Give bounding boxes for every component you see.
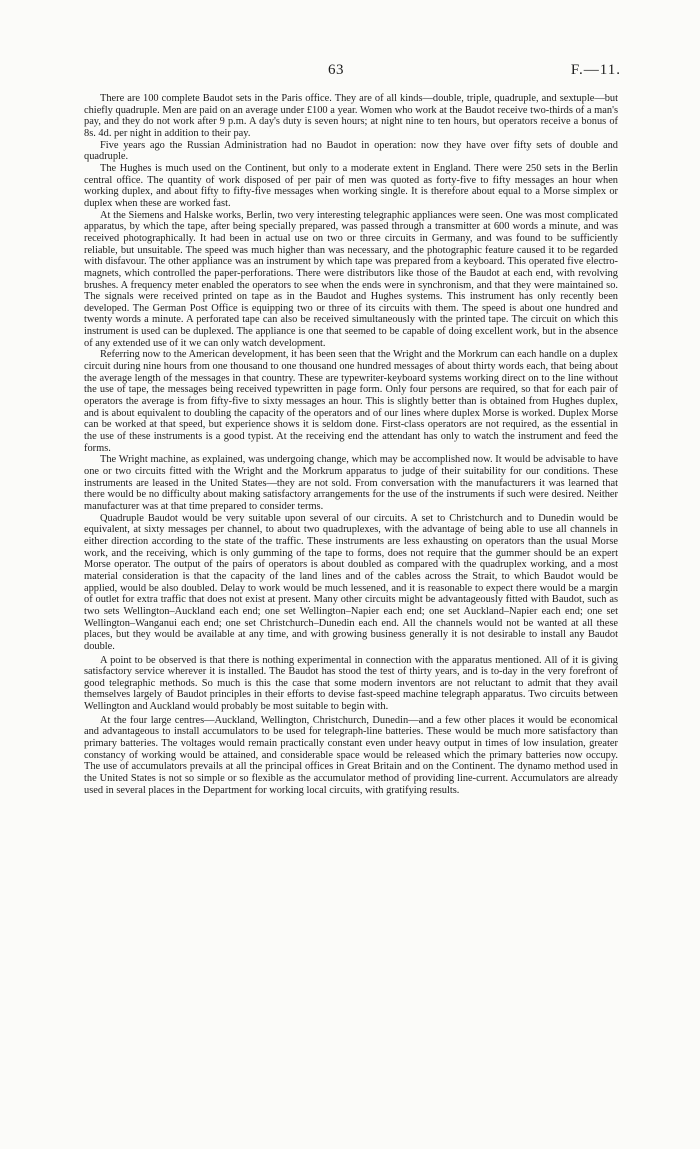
paragraph-siemens-halske: At the Siemens and Halske works, Berlin, two very interesting telegraphic appliances were seen. One was most complicated apparatus, by which the tape, after being specially prepared, was passed through a transmitter at 600 words a minute, and was received photographically. It had been in actual use on two or three circuits in Germany, and was found to be sufficiently reliable, but unsuitable. The speed was much higher than was necessary, and the photographic feature caused it to be regarded with disfavour. The other appliance was an instrument by which tape was prepared from a keyboard. This operated five electro-magnets, which controlled the paper-perforations. There were distributors like those of the Baudot at each end, with revolving brushes. A frequency meter enabled the operators to see when the ends were in synchronism, and that they were maintained so. The signals were received printed on tape as in the Baudot and Hughes systems. This instrument has only recently been developed. The German Post Office is equipping two or three of its circuits with them. The speed is about one hundred and twenty words a minute. A perforated tape can also be received simultaneously with the printed tape. The circuit on which this instrument is used can be duplexed. The appliance is one that seemed to be capable of doing excellent work, but in the absence of any extended use of it we can only watch development. (84, 209, 618, 349)
paragraph-paris-baudot: There are 100 complete Baudot sets in the Paris office. They are of all kinds—double, triple, quadruple, and sextuple—but chiefly quadruple. Men are paid on an average under £100 a year. Women who work at the Baudot receive two-thirds of a man's pay, and they do not work after 9 p.m. A day's duty is seven hours; at night nine to ten hours, but operators receive a bonus of 8s. 4d. per night in addition to their pay. (84, 93, 618, 139)
paragraph-russian-administration: Five years ago the Russian Administration had no Baudot in operation: now they have over fifty sets of double and quadruple. (84, 139, 618, 163)
page-number: 63 (328, 62, 344, 78)
paragraph-wright-machine: The Wright machine, as explained, was undergoing change, which may be accomplished now. It would be advisable to have one or two circuits fitted with the Wright and the Morkrum apparatus to judge of their suitability for our conditions. These instruments are leased in the United States—they are not sold. From conversation with the manufacturers it was learned that there would be no difficulty about making satisfactory arrangements for the use of the instruments if such were desired. Neither manufacturer was at that time prepared to consider terms. (84, 454, 618, 512)
document-reference: F.—11. (570, 62, 621, 78)
paragraph-hughes: The Hughes is much used on the Continent, but only to a moderate extent in England. There were 250 sets in the Berlin central office. The quantity of work disposed of per pair of men was quoted as forty-five to fifty messages an hour when working duplex, and about fifty to fifty-five messages when working single. It is therefore about equal to a Morse simplex or duplex when these are worked fast. (84, 162, 618, 209)
body-text (84, 93, 618, 796)
paragraph-nothing-experimental: A point to be observed is that there is nothing experimental in connection with the apparatus mentioned. All of it is giving satisfactory service wherever it is installed. The Baudot has stood the test of thirty years, and is to-day in the very forefront of good telegraphic methods. So much is this the case that some modern inventors are not reluctant to admit that they avail themselves largely of Baudot principles in their efforts to devise fast-speed machine telegraph apparatus. Two circuits between Wellington and Auckland would probably be most suitable to begin with. (84, 654, 618, 713)
paragraph-quadruple-baudot: Quadruple Baudot would be very suitable upon several of our circuits. A set to Christchurch and to Dunedin would be equivalent, at sixty messages per channel, to about two quadruplexes, with the advantage of being able to use all channels in either direction according to the state of the traffic. These instruments are less exhausting on operators than the usual Morse work, and the receiving, which is only gumming of the tape to forms, does not require that the gummer should be an expert Morse operator. The output of the pairs of operators is about doubled as compared with the quadruplex working, and a most material consideration is that the capacity of the land lines and of the cables across the Strait, to which Baudot would be applied, would be also doubled. Delay to work would be much lessened, and it is reasonable to expect there would be a margin of outlet for extra traffic that does not exist at present. Many other circuits might be advantageously fitted with Baudot, such as two sets Wellington–Auckland each end; one set Wellington–Napier each end; one set Auckland–Napier each end; one set Wellington–Wanganui each end; one set Christchurch–Dunedin each end. All the channels would not be wanted at all these places, but they would be available at any time, and with growing business generally it is not desirable to install any Baudot double. (84, 512, 618, 652)
paragraph-accumulators: At the four large centres—Auckland, Wellington, Christchurch, Dunedin—and a few other places it would be economical and advantageous to install accumulators to be used for telegraph-line batteries. These would be much more satisfactory than primary batteries. The voltages would remain practically constant even under heavy output in times of low insulation, greater constancy of working would be attained, and considerable space would be released which the primary batteries now occupy. The use of accumulators prevails at all the principal offices in Great Britain and on the Continent. The dynamo method used in the United States is not so simple or so flexible as the accumulator method of providing line-current. Accumulators are already used in several places in the Department for working local circuits, with gratifying results. (84, 714, 618, 796)
paragraph-american-development: Referring now to the American development, it has been seen that the Wright and the Morkrum can each handle on a duplex circuit during nine hours from one thousand to one thousand one hundred messages of about thirty words each, that being about the average length of the messages in that country. These are typewriter-keyboard systems working direct on to the line without the use of tape, the messages being received typewritten in page form. Only four persons are required, so that for each pair of operators the average is from fifty-five to sixty messages an hour. This is slightly better than is obtained from Hughes duplex, and is about equivalent to doubling the capacity of the operators and of our lines where duplex Morse is worked. Duplex Morse can be worked at that speed, but experience shows it is seldom done. First-class operators are not required, as the essential in the use of these instruments is a good typist. At the receiving end the attendant has only to watch the instrument and feed the forms. (84, 349, 618, 454)
